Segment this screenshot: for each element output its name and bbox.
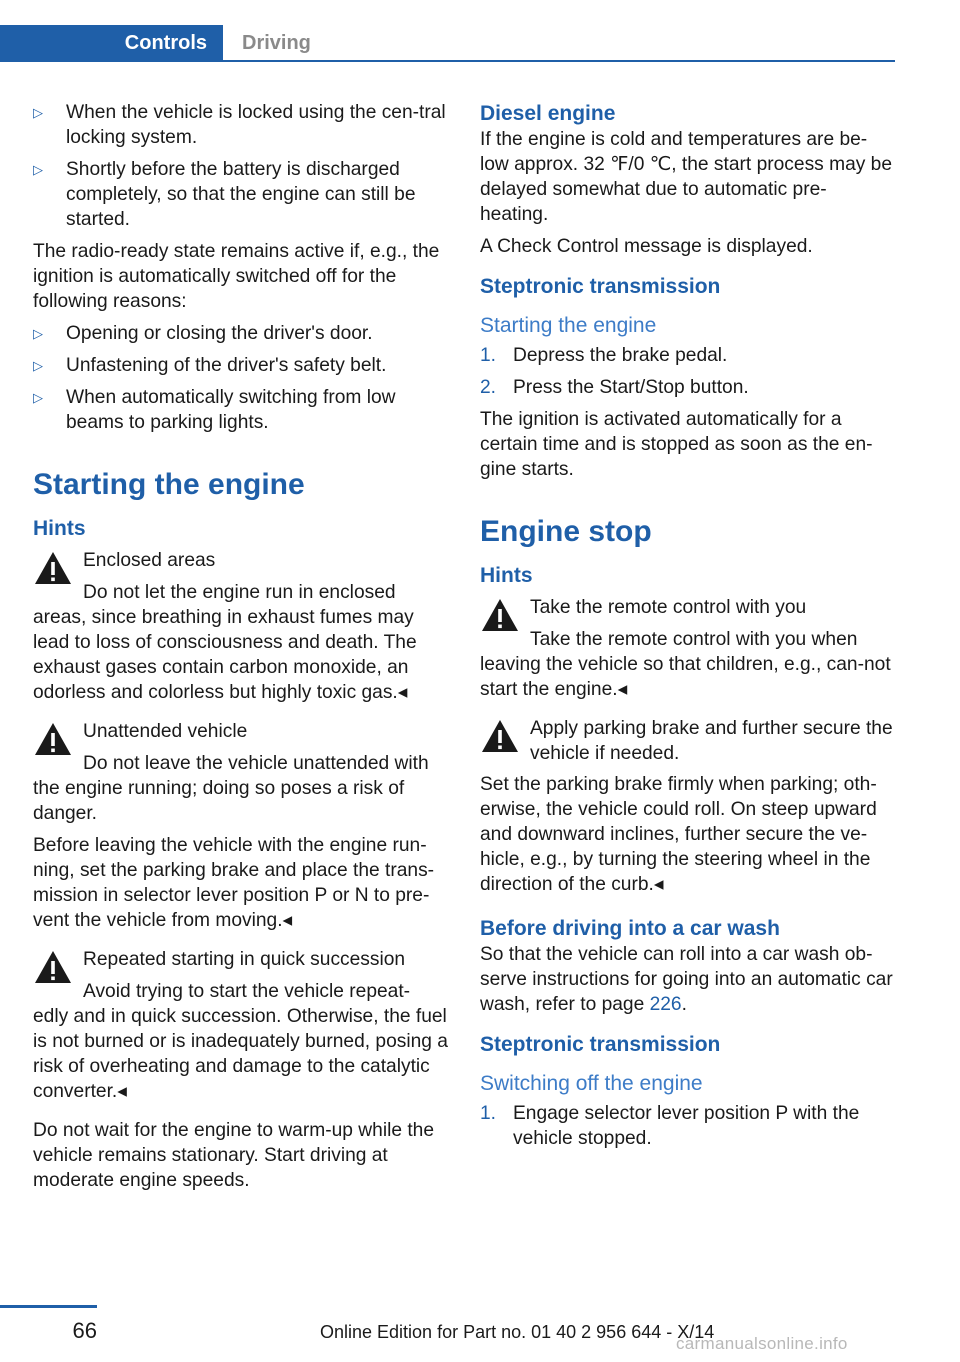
bullet-triangle-icon: ▷: [33, 326, 43, 341]
warning-triangle-icon: [480, 716, 530, 766]
warning-text: leaving the vehicle so that children, e.g., can-not start the engine.◂: [480, 654, 891, 700]
warning-title: Unattended vehicle: [83, 721, 248, 742]
step-text: Engage selector lever position P with the vehicle stopped.: [513, 1103, 860, 1149]
bullet-triangle-icon: ▷: [33, 390, 43, 405]
warning-block: [33, 719, 449, 776]
bullet-triangle-icon: ▷: [33, 162, 43, 177]
warning-triangle-icon: [33, 548, 83, 605]
warning-text-first-line: Take the remote control with you when: [530, 629, 858, 650]
paragraph-parking-brake: Set the parking brake firmly when parking; oth-erwise, the vehicle could roll. On steep upward and downward inclines, further secure the ve-hicle, e.g., by turning the steering wheel in the direction of the curb.◂: [480, 774, 877, 895]
step-number: 2.: [480, 377, 497, 398]
list-item: [480, 375, 894, 400]
warning-block: [33, 947, 449, 1004]
list-item: [480, 343, 894, 368]
paragraph-ignition: The ignition is activated automatically for a certain time and is stopped as soon as the en-gine starts.: [480, 409, 873, 480]
header-rule: [0, 60, 895, 62]
warning-text: Apply parking brake and further secure the vehicle if needed.: [530, 718, 893, 764]
step-number: 1.: [480, 345, 497, 366]
warning-text-first-line: Do not leave the vehicle unattended with: [83, 753, 429, 774]
warning-text-first-line: Avoid trying to start the vehicle repeat-: [83, 981, 411, 1002]
warning-text: areas, since breathing in exhaust fumes may lead to loss of consciousness and death. The exhaust gases contain carbon monoxide, an odorless and colorless but highly toxic gas.◂: [33, 607, 417, 703]
warning-text: edly and in quick succession. Otherwise, the fuel is not burned or is inadequately burned, posing a risk of overheating and damage to the catalytic converter.◂: [33, 1006, 448, 1102]
warning-text: the engine running; doing so poses a risk of danger.: [33, 778, 405, 824]
step-text: Press the Start/Stop button.: [513, 377, 749, 398]
subheading-hints: Hints: [33, 517, 86, 540]
warning-title: Take the remote control with you: [530, 597, 807, 618]
warning-triangle-icon: [480, 595, 530, 652]
subheading-car-wash: Before driving into a car wash: [480, 917, 780, 940]
warning-title: Repeated starting in quick succession: [83, 949, 406, 970]
section-heading-starting-engine: Starting the engine: [33, 468, 305, 501]
paragraph-diesel: If the engine is cold and temperatures are be-low approx. 32 ℉/0 ℃, the start process may be delayed somewhat due to automatic pre-heating.: [480, 129, 893, 225]
list-item-text: Opening or closing the driver's door.: [66, 323, 373, 344]
warning-block: [480, 595, 894, 652]
list-item: [33, 353, 449, 378]
warning-title: Enclosed areas: [83, 550, 216, 571]
tab-driving[interactable]: [224, 25, 354, 62]
list-item-text: When automatically switching from low beams to parking lights.: [66, 387, 396, 433]
right-column: [480, 100, 894, 1158]
subsubheading-switching-off: Switching off the engine: [480, 1072, 703, 1095]
list-item-text: Unfastening of the driver's safety belt.: [66, 355, 387, 376]
list-item: [33, 100, 449, 150]
warning-triangle-icon: [33, 947, 83, 1004]
bullet-triangle-icon: ▷: [33, 105, 43, 120]
paragraph-check-control: A Check Control message is displayed.: [480, 236, 813, 257]
edition-text: Online Edition for Part no. 01 40 2 956 644 - X/14: [320, 1322, 715, 1342]
list-item-text: Shortly before the battery is discharged completely, so that the engine can still be started.: [66, 159, 416, 230]
page-number: 66: [72, 1318, 97, 1343]
list-item: [480, 1101, 894, 1151]
paragraph-car-wash-text: So that the vehicle can roll into a car wash ob-serve instructions for going into an automatic car wash, refer to page: [480, 944, 893, 1015]
footer-rule: [0, 1305, 97, 1308]
tab-controls-label: Controls: [124, 32, 207, 54]
subheading-hints: Hints: [480, 564, 533, 587]
bullet-triangle-icon: ▷: [33, 358, 43, 373]
list-item-text: When the vehicle is locked using the cen-tral locking system.: [66, 102, 446, 148]
section-heading-engine-stop: Engine stop: [480, 515, 652, 548]
list-item: [33, 157, 449, 232]
page-reference-link[interactable]: 226: [649, 994, 682, 1015]
step-text: Depress the brake pedal.: [513, 345, 728, 366]
warning-block: [33, 548, 449, 605]
subheading-diesel-engine: Diesel engine: [480, 102, 616, 125]
tab-controls[interactable]: [0, 25, 223, 62]
subheading-steptronic: Steptronic transmission: [480, 275, 721, 298]
tab-driving-label: Driving: [242, 32, 311, 54]
subsubheading-starting-engine: Starting the engine: [480, 314, 657, 337]
paragraph-warm-up: Do not wait for the engine to warm-up while the vehicle remains stationary. Start driving at moderate engine speeds.: [33, 1120, 435, 1191]
page-header: [0, 0, 895, 62]
list-item: [33, 385, 449, 435]
list-item: [33, 321, 449, 346]
warning-triangle-icon: [33, 719, 83, 776]
paragraph-car-wash: [480, 942, 894, 1017]
warning-block: [480, 716, 894, 766]
paragraph-before-leaving: Before leaving the vehicle with the engine run-ning, set the parking brake and place the trans-mission in selector lever position P or N to pre-vent the vehicle from moving.◂: [33, 835, 435, 931]
watermark: carmanualsonline.info: [676, 1334, 848, 1353]
left-column: [33, 100, 449, 1200]
warning-text-first-line: Do not let the engine run in enclosed: [83, 582, 396, 603]
paragraph-car-wash-end: .: [681, 994, 687, 1015]
paragraph-radio-ready: The radio-ready state remains active if, e.g., the ignition is automatically switched off for the following reasons:: [33, 241, 440, 312]
step-number: 1.: [480, 1103, 497, 1124]
subheading-steptronic: Steptronic transmission: [480, 1033, 721, 1056]
